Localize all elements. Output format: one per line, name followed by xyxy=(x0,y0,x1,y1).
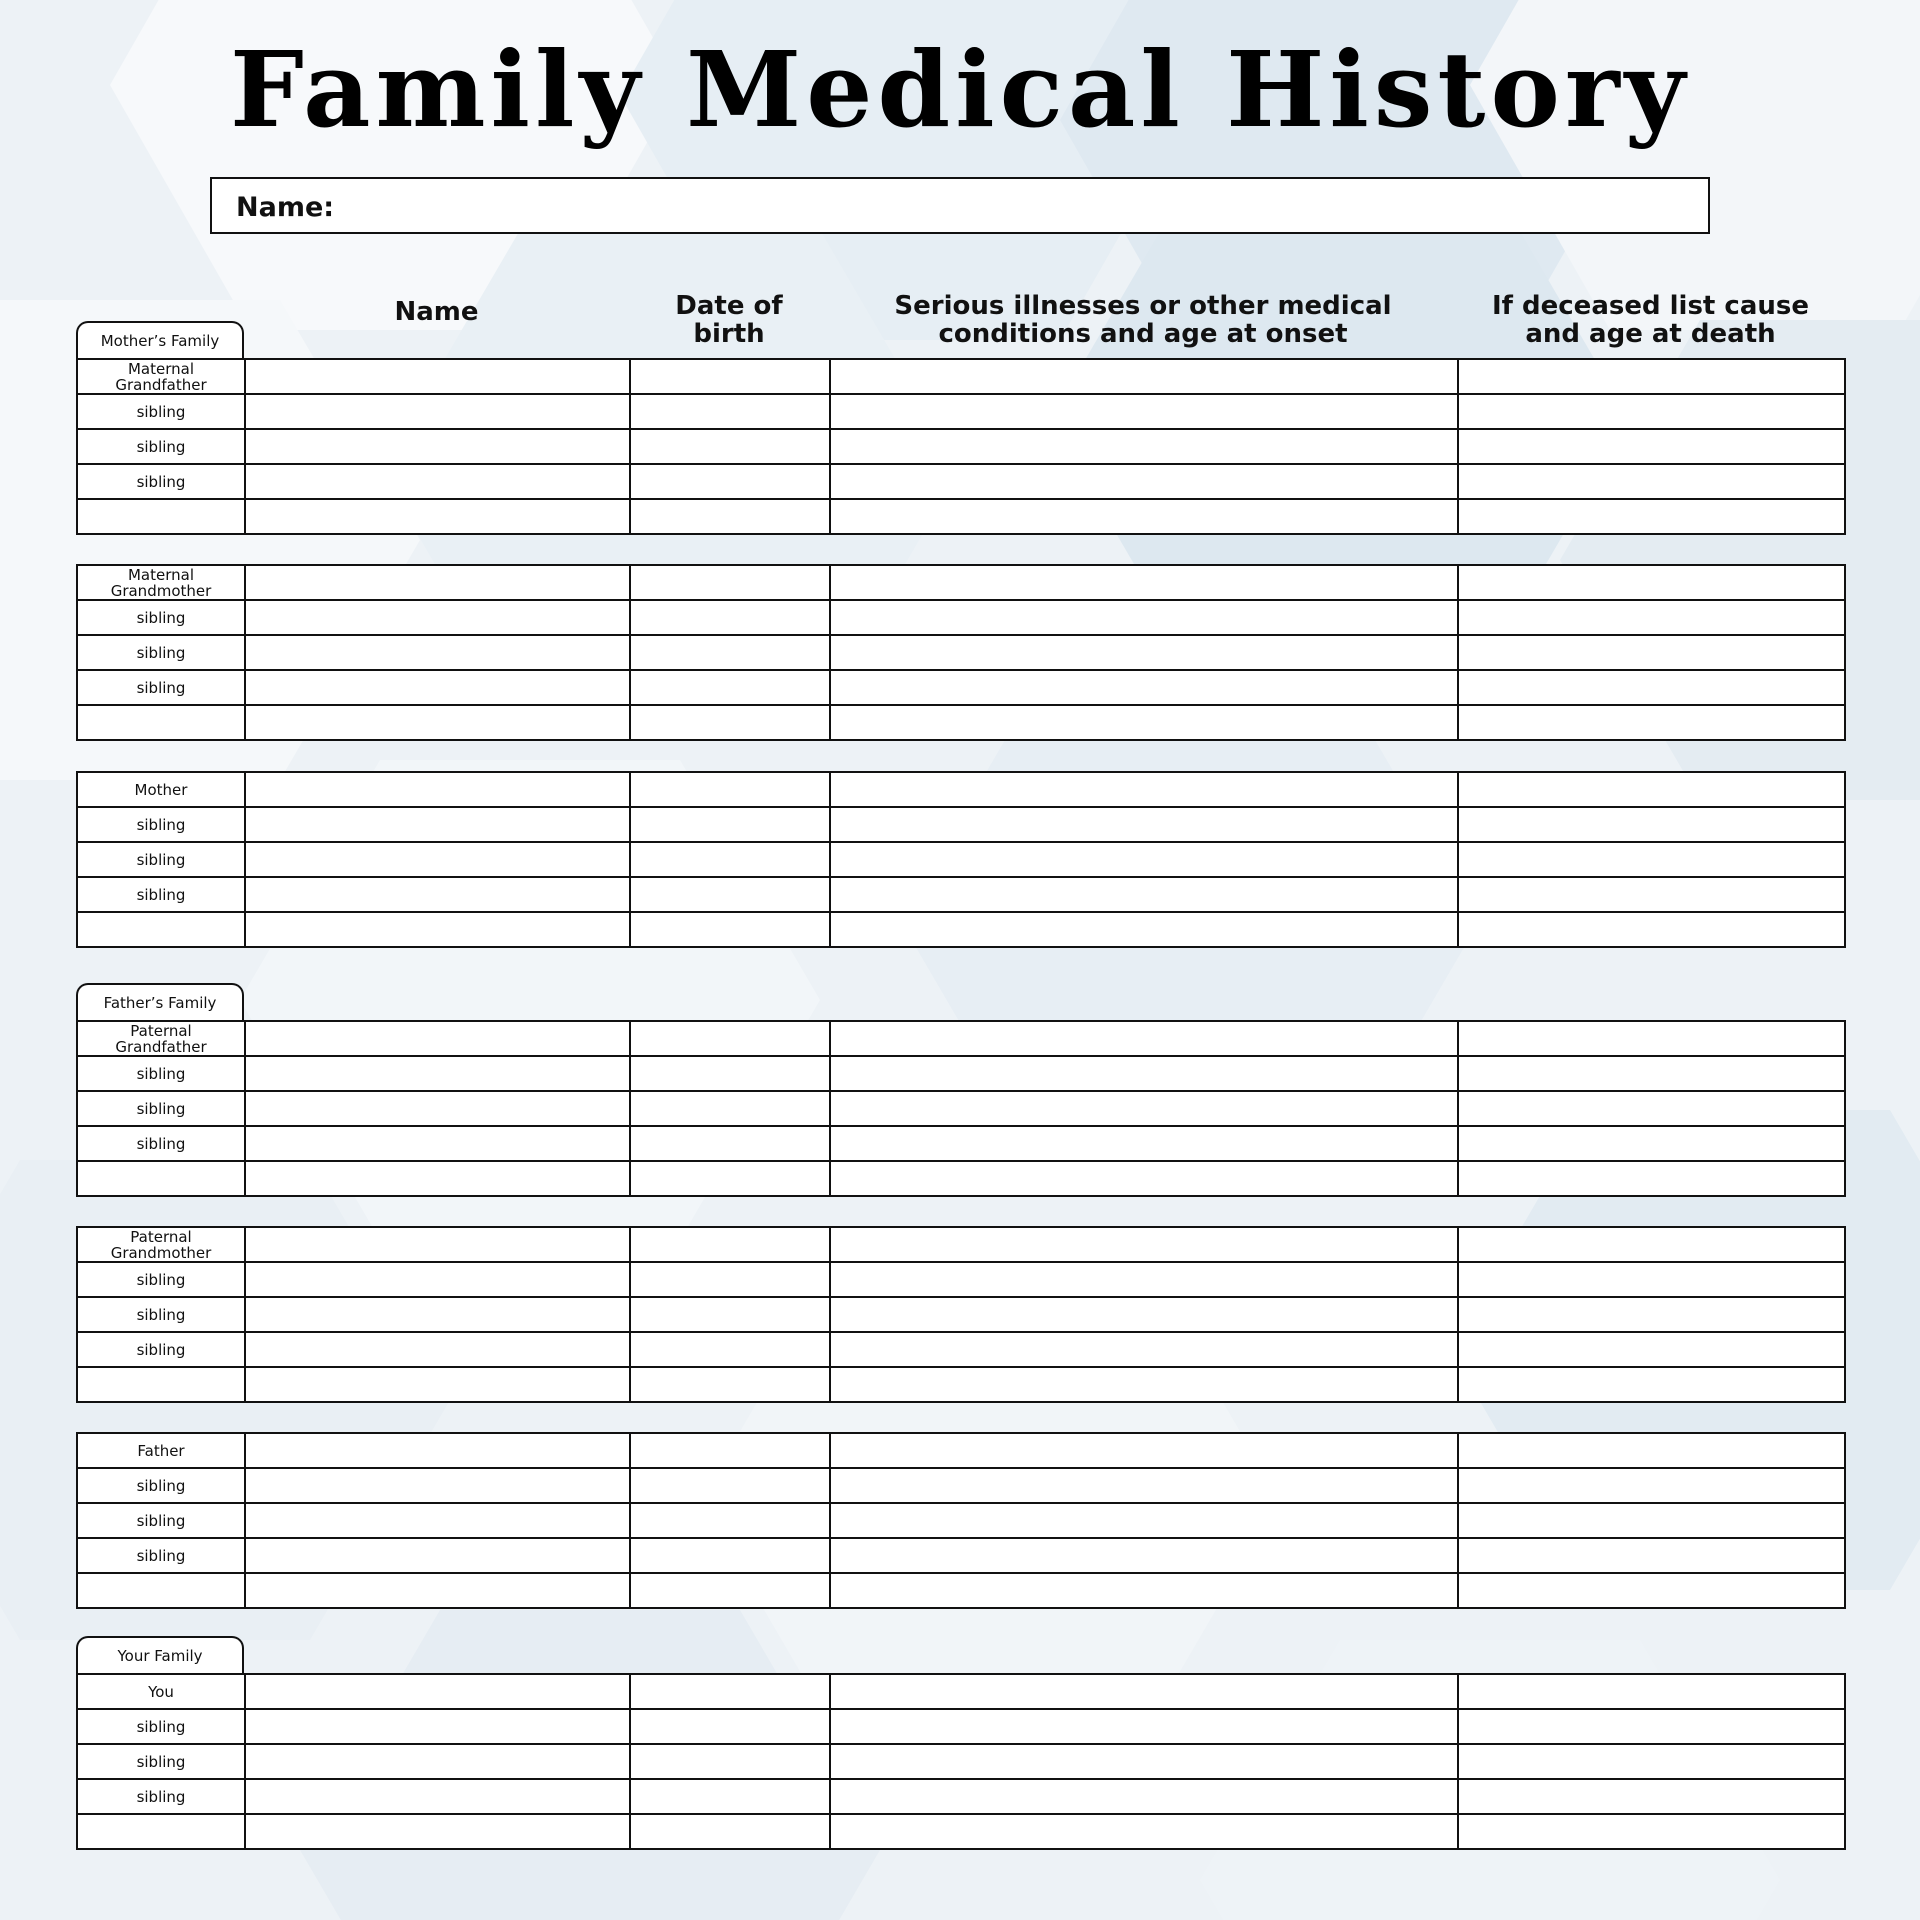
illness-cell[interactable] xyxy=(830,1573,1458,1608)
name-cell[interactable] xyxy=(245,1161,630,1196)
name-cell[interactable] xyxy=(245,912,630,947)
dob-cell[interactable] xyxy=(630,394,830,429)
block-head-row xyxy=(77,1674,1845,1709)
name-cell[interactable] xyxy=(245,1573,630,1608)
deceased-cell[interactable] xyxy=(1458,1297,1845,1332)
table-row xyxy=(77,1262,1845,1297)
name-cell[interactable] xyxy=(245,635,630,670)
name-cell[interactable] xyxy=(245,1433,630,1468)
name-cell[interactable] xyxy=(245,1779,630,1814)
sibling-label: sibling xyxy=(77,1503,245,1538)
deceased-cell[interactable] xyxy=(1458,635,1845,670)
deceased-cell[interactable] xyxy=(1458,464,1845,499)
family-block xyxy=(76,564,1846,741)
name-cell[interactable] xyxy=(245,1091,630,1126)
dob-cell[interactable] xyxy=(630,670,830,705)
table-row xyxy=(77,1091,1845,1126)
group-tab-your-family: Your Family xyxy=(76,1636,244,1674)
illness-cell[interactable] xyxy=(830,912,1458,947)
dob-cell[interactable] xyxy=(630,600,830,635)
dob-cell[interactable] xyxy=(630,1227,830,1262)
name-cell[interactable] xyxy=(245,600,630,635)
name-cell[interactable] xyxy=(245,842,630,877)
table-row xyxy=(77,1573,1845,1608)
group-tab-mothers-family: Mother’s Family xyxy=(76,321,244,359)
illness-cell[interactable] xyxy=(830,464,1458,499)
name-cell[interactable] xyxy=(245,1744,630,1779)
relative-label: Paternal Grandfather xyxy=(77,1021,245,1056)
illness-cell[interactable] xyxy=(830,670,1458,705)
sibling-label: sibling xyxy=(77,1744,245,1779)
relative-label: Paternal Grandmother xyxy=(77,1227,245,1262)
table-row xyxy=(77,670,1845,705)
deceased-cell[interactable] xyxy=(1458,1779,1845,1814)
deceased-cell[interactable] xyxy=(1458,1332,1845,1367)
illness-cell[interactable] xyxy=(830,1091,1458,1126)
illness-cell[interactable] xyxy=(830,1367,1458,1402)
dob-cell[interactable] xyxy=(630,1126,830,1161)
table-row xyxy=(77,1332,1845,1367)
deceased-cell[interactable] xyxy=(1458,1367,1845,1402)
dob-cell[interactable] xyxy=(630,1297,830,1332)
deceased-cell[interactable] xyxy=(1458,600,1845,635)
sibling-label: sibling xyxy=(77,1709,245,1744)
table-row xyxy=(77,807,1845,842)
illness-cell[interactable] xyxy=(830,565,1458,600)
sibling-label: sibling xyxy=(77,1779,245,1814)
dob-cell[interactable] xyxy=(630,1367,830,1402)
sibling-label: sibling xyxy=(77,1468,245,1503)
dob-cell[interactable] xyxy=(630,1161,830,1196)
sibling-label: sibling xyxy=(77,635,245,670)
relative-label: You xyxy=(77,1674,245,1709)
table-row xyxy=(77,1779,1845,1814)
illness-cell[interactable] xyxy=(830,807,1458,842)
dob-cell[interactable] xyxy=(630,1468,830,1503)
sibling-label: sibling xyxy=(77,600,245,635)
deceased-cell[interactable] xyxy=(1458,807,1845,842)
dob-cell[interactable] xyxy=(630,1538,830,1573)
name-cell[interactable] xyxy=(245,705,630,740)
deceased-cell[interactable] xyxy=(1458,1021,1845,1056)
table-row xyxy=(77,1367,1845,1402)
deceased-cell[interactable] xyxy=(1458,1538,1845,1573)
deceased-cell[interactable] xyxy=(1458,1573,1845,1608)
name-cell[interactable] xyxy=(245,359,630,394)
name-cell[interactable] xyxy=(245,1056,630,1091)
illness-cell[interactable] xyxy=(830,1126,1458,1161)
illness-cell[interactable] xyxy=(830,1503,1458,1538)
dob-cell[interactable] xyxy=(630,499,830,534)
deceased-cell[interactable] xyxy=(1458,877,1845,912)
illness-cell[interactable] xyxy=(830,359,1458,394)
group-tab-fathers-family: Father’s Family xyxy=(76,983,244,1021)
illness-cell[interactable] xyxy=(830,600,1458,635)
table-row xyxy=(77,705,1845,740)
table-row xyxy=(77,464,1845,499)
column-header-deceased: If deceased list cause and age at death xyxy=(1491,291,1809,349)
sibling-label xyxy=(77,1367,245,1402)
dob-cell[interactable] xyxy=(630,1709,830,1744)
family-block xyxy=(76,1020,1846,1197)
sibling-label: sibling xyxy=(77,1091,245,1126)
name-cell[interactable] xyxy=(245,772,630,807)
dob-cell[interactable] xyxy=(630,429,830,464)
family-block xyxy=(76,1673,1846,1850)
name-cell[interactable] xyxy=(245,1021,630,1056)
illness-cell[interactable] xyxy=(830,1433,1458,1468)
table-row xyxy=(77,842,1845,877)
deceased-cell[interactable] xyxy=(1458,912,1845,947)
deceased-cell[interactable] xyxy=(1458,705,1845,740)
table-row xyxy=(77,1709,1845,1744)
deceased-cell[interactable] xyxy=(1458,1227,1845,1262)
dob-cell[interactable] xyxy=(630,1021,830,1056)
table-row xyxy=(77,1056,1845,1091)
sibling-label: sibling xyxy=(77,1332,245,1367)
sibling-label xyxy=(77,1161,245,1196)
table-row xyxy=(77,877,1845,912)
relative-label: Father xyxy=(77,1433,245,1468)
table-row xyxy=(77,499,1845,534)
name-cell[interactable] xyxy=(245,1538,630,1573)
deceased-cell[interactable] xyxy=(1458,1433,1845,1468)
sibling-label xyxy=(77,912,245,947)
table-row xyxy=(77,635,1845,670)
name-field[interactable] xyxy=(210,177,1710,234)
illness-cell[interactable] xyxy=(830,877,1458,912)
name-cell[interactable] xyxy=(245,1367,630,1402)
table-row xyxy=(77,1161,1845,1196)
illness-cell[interactable] xyxy=(830,705,1458,740)
deceased-cell[interactable] xyxy=(1458,1161,1845,1196)
sibling-label: sibling xyxy=(77,394,245,429)
illness-cell[interactable] xyxy=(830,429,1458,464)
name-cell[interactable] xyxy=(245,1709,630,1744)
dob-cell[interactable] xyxy=(630,464,830,499)
name-cell[interactable] xyxy=(245,565,630,600)
sibling-label: sibling xyxy=(77,429,245,464)
deceased-cell[interactable] xyxy=(1458,670,1845,705)
dob-cell[interactable] xyxy=(630,635,830,670)
name-cell[interactable] xyxy=(245,877,630,912)
name-cell[interactable] xyxy=(245,1814,630,1849)
illness-cell[interactable] xyxy=(830,1227,1458,1262)
table-row xyxy=(77,1297,1845,1332)
sibling-label: sibling xyxy=(77,464,245,499)
name-cell[interactable] xyxy=(245,670,630,705)
sibling-label: sibling xyxy=(77,1538,245,1573)
block-head-row xyxy=(77,1433,1845,1468)
deceased-cell[interactable] xyxy=(1458,1709,1845,1744)
family-block xyxy=(76,358,1846,535)
illness-cell[interactable] xyxy=(830,1779,1458,1814)
relative-label: Maternal Grandfather xyxy=(77,359,245,394)
illness-cell[interactable] xyxy=(830,1709,1458,1744)
dob-cell[interactable] xyxy=(630,705,830,740)
deceased-cell[interactable] xyxy=(1458,565,1845,600)
relative-label: Maternal Grandmother xyxy=(77,565,245,600)
illness-cell[interactable] xyxy=(830,1468,1458,1503)
name-cell[interactable] xyxy=(245,1262,630,1297)
dob-cell[interactable] xyxy=(630,1744,830,1779)
block-head-row xyxy=(77,1227,1845,1262)
illness-cell[interactable] xyxy=(830,1814,1458,1849)
illness-cell[interactable] xyxy=(830,1021,1458,1056)
illness-cell[interactable] xyxy=(830,842,1458,877)
illness-cell[interactable] xyxy=(830,499,1458,534)
illness-cell[interactable] xyxy=(830,1161,1458,1196)
dob-cell[interactable] xyxy=(630,1674,830,1709)
illness-cell[interactable] xyxy=(830,635,1458,670)
dob-cell[interactable] xyxy=(630,1433,830,1468)
column-header-illnesses: Serious illnesses or other medical conditions and age at onset xyxy=(894,291,1392,349)
dob-cell[interactable] xyxy=(630,772,830,807)
name-cell[interactable] xyxy=(245,1297,630,1332)
sibling-label: sibling xyxy=(77,1297,245,1332)
dob-cell[interactable] xyxy=(630,877,830,912)
table-row xyxy=(77,912,1845,947)
family-block xyxy=(76,1226,1846,1403)
table-row xyxy=(77,1814,1845,1849)
name-cell[interactable] xyxy=(245,499,630,534)
illness-cell[interactable] xyxy=(830,1744,1458,1779)
table-row xyxy=(77,600,1845,635)
deceased-cell[interactable] xyxy=(1458,429,1845,464)
illness-cell[interactable] xyxy=(830,1056,1458,1091)
table-row xyxy=(77,1503,1845,1538)
block-head-row xyxy=(77,772,1845,807)
illness-cell[interactable] xyxy=(830,1674,1458,1709)
family-block xyxy=(76,771,1846,948)
page-title: Family Medical History xyxy=(229,28,1691,151)
dob-cell[interactable] xyxy=(630,1814,830,1849)
table-row xyxy=(77,1126,1845,1161)
name-cell[interactable] xyxy=(245,807,630,842)
column-header-date-of-birth: Date of birth xyxy=(675,291,783,349)
illness-cell[interactable] xyxy=(830,1332,1458,1367)
family-block xyxy=(76,1432,1846,1609)
column-header-name: Name xyxy=(394,297,479,327)
dob-cell[interactable] xyxy=(630,807,830,842)
deceased-cell[interactable] xyxy=(1458,1814,1845,1849)
deceased-cell[interactable] xyxy=(1458,1468,1845,1503)
table-row xyxy=(77,1468,1845,1503)
name-cell[interactable] xyxy=(245,1468,630,1503)
deceased-cell[interactable] xyxy=(1458,394,1845,429)
table-row xyxy=(77,429,1845,464)
deceased-cell[interactable] xyxy=(1458,1056,1845,1091)
dob-cell[interactable] xyxy=(630,565,830,600)
block-head-row xyxy=(77,359,1845,394)
name-cell[interactable] xyxy=(245,1674,630,1709)
block-head-row xyxy=(77,565,1845,600)
name-cell[interactable] xyxy=(245,464,630,499)
dob-cell[interactable] xyxy=(630,1056,830,1091)
sibling-label: sibling xyxy=(77,842,245,877)
dob-cell[interactable] xyxy=(630,1573,830,1608)
sibling-label: sibling xyxy=(77,670,245,705)
sibling-label xyxy=(77,1814,245,1849)
relative-label: Mother xyxy=(77,772,245,807)
dob-cell[interactable] xyxy=(630,1262,830,1297)
deceased-cell[interactable] xyxy=(1458,1091,1845,1126)
dob-cell[interactable] xyxy=(630,359,830,394)
deceased-cell[interactable] xyxy=(1458,1674,1845,1709)
name-cell[interactable] xyxy=(245,1227,630,1262)
deceased-cell[interactable] xyxy=(1458,359,1845,394)
sibling-label xyxy=(77,705,245,740)
dob-cell[interactable] xyxy=(630,1091,830,1126)
name-cell[interactable] xyxy=(245,429,630,464)
name-cell[interactable] xyxy=(245,1126,630,1161)
table-row xyxy=(77,1538,1845,1573)
sibling-label xyxy=(77,1573,245,1608)
deceased-cell[interactable] xyxy=(1458,1744,1845,1779)
deceased-cell[interactable] xyxy=(1458,1262,1845,1297)
sibling-label: sibling xyxy=(77,1056,245,1091)
dob-cell[interactable] xyxy=(630,912,830,947)
table-row xyxy=(77,394,1845,429)
table-row xyxy=(77,1744,1845,1779)
dob-cell[interactable] xyxy=(630,1503,830,1538)
illness-cell[interactable] xyxy=(830,772,1458,807)
illness-cell[interactable] xyxy=(830,1297,1458,1332)
deceased-cell[interactable] xyxy=(1458,499,1845,534)
deceased-cell[interactable] xyxy=(1458,1503,1845,1538)
illness-cell[interactable] xyxy=(830,394,1458,429)
deceased-cell[interactable] xyxy=(1458,1126,1845,1161)
sibling-label: sibling xyxy=(77,877,245,912)
deceased-cell[interactable] xyxy=(1458,842,1845,877)
sibling-label xyxy=(77,499,245,534)
illness-cell[interactable] xyxy=(830,1262,1458,1297)
dob-cell[interactable] xyxy=(630,842,830,877)
sibling-label: sibling xyxy=(77,807,245,842)
sibling-label: sibling xyxy=(77,1126,245,1161)
name-field-label: Name: xyxy=(236,192,335,223)
sibling-label: sibling xyxy=(77,1262,245,1297)
name-cell[interactable] xyxy=(245,1332,630,1367)
deceased-cell[interactable] xyxy=(1458,772,1845,807)
dob-cell[interactable] xyxy=(630,1332,830,1367)
name-cell[interactable] xyxy=(245,1503,630,1538)
name-cell[interactable] xyxy=(245,394,630,429)
dob-cell[interactable] xyxy=(630,1779,830,1814)
block-head-row xyxy=(77,1021,1845,1056)
illness-cell[interactable] xyxy=(830,1538,1458,1573)
